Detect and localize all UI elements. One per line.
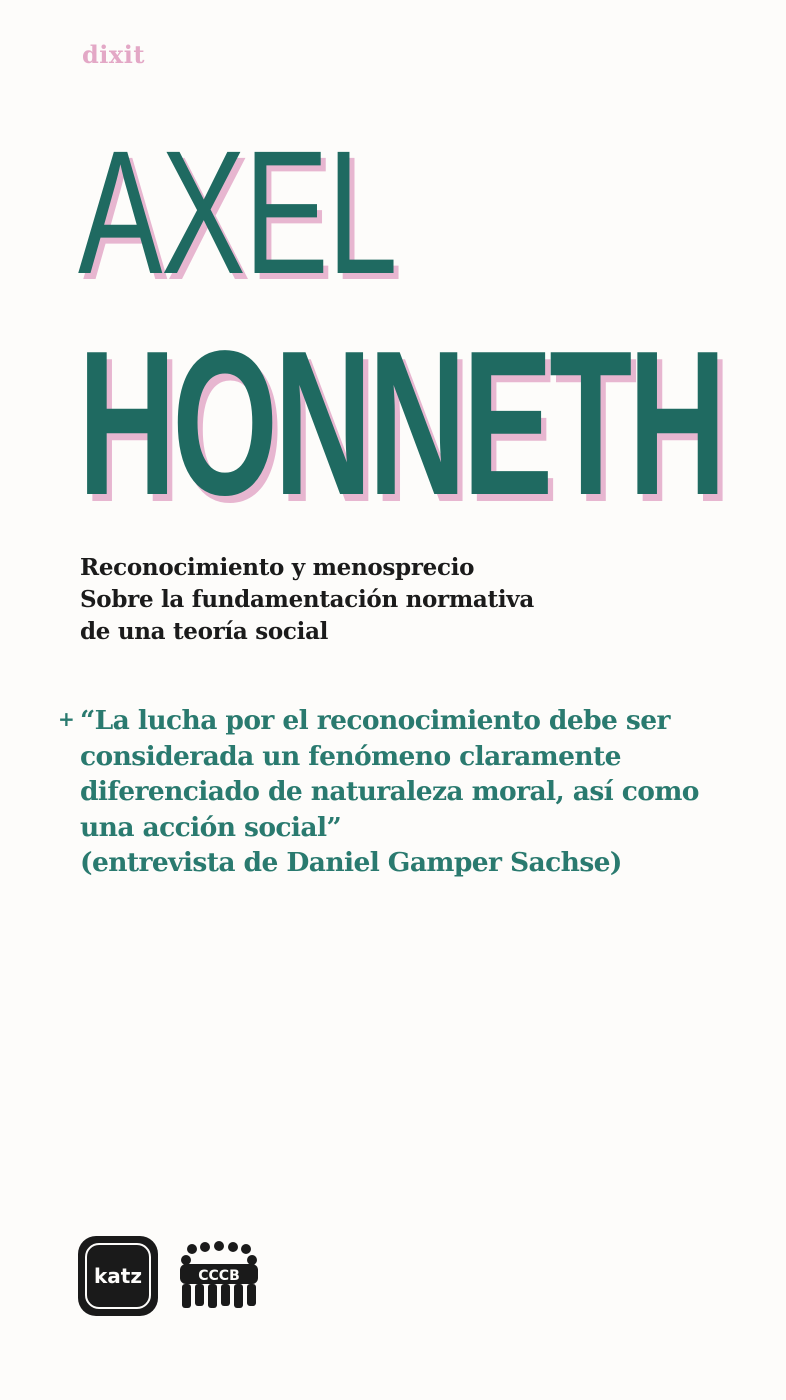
author-first-name: AXEL <box>78 115 397 311</box>
series-label: dixit <box>82 40 145 69</box>
quote-line: diferenciado de naturaleza moral, así como <box>80 776 699 807</box>
quote-line: considerada un fenómeno claramente <box>80 740 621 772</box>
quote-credit: (entrevista de Daniel Gamper Sachse) <box>80 847 622 878</box>
subtitle-line: de una teoría social <box>80 618 329 645</box>
author-last-name: HONNETH <box>78 308 723 538</box>
subtitle-line: Sobre la fundamentación normativa <box>80 586 534 613</box>
book-subtitle <box>80 552 740 648</box>
quote-line: “La lucha por el reconocimiento debe ser <box>80 705 670 736</box>
quote-line: una acción social” <box>80 811 342 843</box>
subtitle-line: Reconocimiento y menosprecio <box>80 554 475 581</box>
katz-logo-text: katz <box>94 1264 142 1288</box>
katz-logo <box>78 1236 158 1316</box>
cccb-logo <box>178 1240 260 1310</box>
cccb-logo-text: CCCB <box>198 1268 240 1284</box>
interview-quote <box>80 703 760 881</box>
plus-marker: + <box>58 707 75 731</box>
